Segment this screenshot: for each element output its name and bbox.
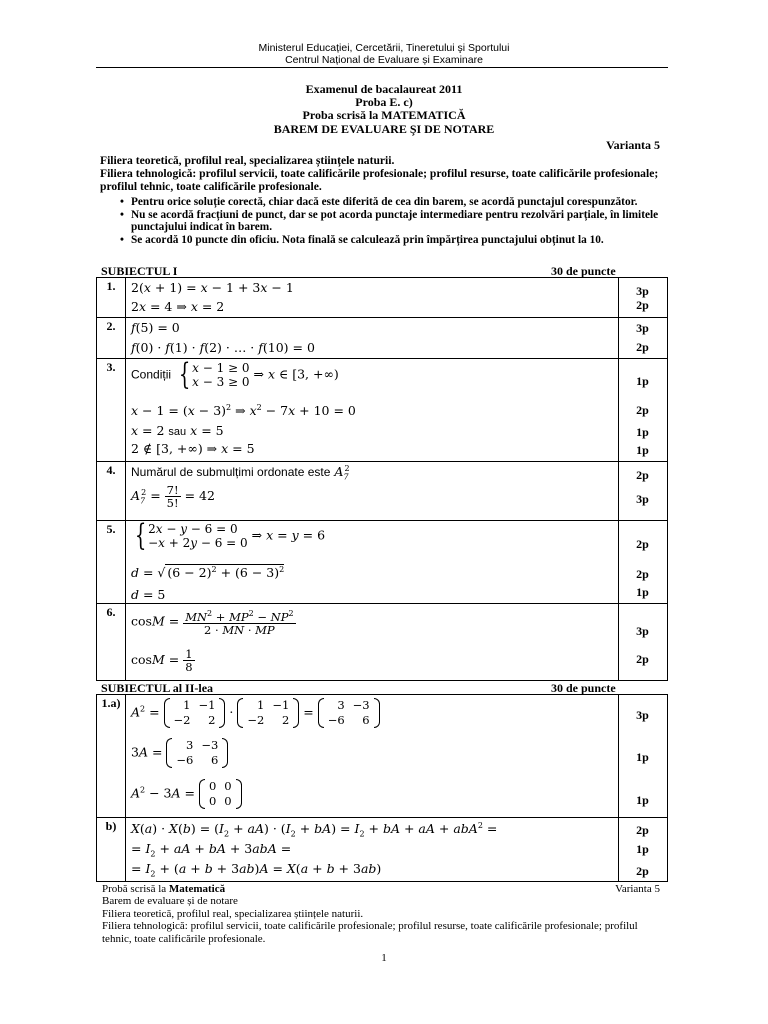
filiere-block — [100, 154, 660, 193]
math-line: d = √ $(6 - 2)^2 + (6 - 3)^2$ — [131, 565, 285, 581]
math-line: $A_7^2$ = $\frac{7!}{5!}$ = 42 — [131, 483, 215, 510]
exam-barem-title: BAREM DE EVALUARE ŞI DE NOTARE — [273, 122, 495, 136]
item-points: 3p — [636, 284, 649, 298]
item-points: 2p — [636, 468, 649, 482]
page-number: 1 — [381, 952, 387, 964]
header-divider — [96, 67, 668, 68]
item-points: 1p — [636, 425, 649, 439]
matrix: 1 −1 −2 2 — [237, 698, 299, 728]
math-line: 3A = 3 −3 −6 6 — [131, 738, 228, 768]
footer-subject: Matematică — [168, 883, 226, 895]
item-points: 2p — [636, 537, 649, 551]
item-number: 6. — [106, 605, 116, 619]
item-number: 1.a) — [101, 696, 121, 710]
footer-line: Filiera teoretică, profilul real, specializarea științele naturii. — [102, 907, 364, 920]
item-number: b) — [105, 819, 117, 833]
math-line: x = 2 sau x = 5 — [131, 423, 224, 438]
table-row — [97, 520, 667, 603]
system: x − 1 ≥ 0 x − 3 ≥ 0 — [192, 361, 250, 389]
item-points: 1p — [636, 793, 649, 807]
item-number: 4. — [106, 463, 116, 477]
matrix: 0 0 0 0 — [199, 779, 242, 809]
item-points: 2p — [636, 652, 649, 666]
math-line: f(0) · f(1) · f(2) · … · f(10) = 0 — [131, 340, 315, 355]
subiect2-table — [96, 694, 668, 882]
item-points: 2p — [636, 298, 649, 312]
footer-variant: Varianta 5 — [615, 883, 660, 895]
fraction: $\frac{MN^2 + MP^2 - NP^2}{2 \cdot MN \cdot MP}$ — [185, 609, 294, 637]
math-line: 2 ∉ [3, +∞) ⇒ x = 5 — [131, 441, 255, 456]
matrix: 1 −1 −2 2 — [164, 698, 226, 728]
item-points: 2p — [636, 340, 649, 354]
note-item: • Nu se acordă fracțiuni de punct, dar se pot acorda punctaje intermediare pentru rezolvări parțiale, în limitele punctajului indicat în barem. — [122, 209, 662, 234]
item-number: 2. — [106, 319, 116, 333]
footer-prefix: Probă scrisă la — [102, 883, 169, 895]
table-row — [97, 603, 667, 682]
item-points: 2p — [636, 567, 649, 581]
system: 2x − y − 6 = 0 −x + 2y − 6 = 0 — [148, 522, 248, 550]
subiect1-table — [96, 277, 668, 681]
fraction: $\frac{1}{8}$ — [185, 647, 193, 674]
table-row — [97, 461, 667, 520]
item-points: 1p — [636, 443, 649, 457]
page-footer — [102, 883, 668, 945]
item-points: 3p — [636, 321, 649, 335]
table-row — [97, 317, 667, 358]
item-points: 3p — [636, 624, 649, 638]
exam-subject: Proba scrisă la MATEMATICĂ — [302, 108, 466, 122]
submultimi-text: Numărul de submulțimi ordonate este — [131, 465, 331, 480]
table-row — [97, 695, 667, 817]
exam-proba: Proba E. c) — [355, 95, 413, 109]
item-number: 5. — [106, 522, 116, 536]
footer-line: Filiera tehnologică: profilul servicii, toate calificările profesionale; profilul resurse, toate calificările profesionale; profilul tehnic, toate calificările profesionale. — [102, 920, 638, 945]
table-row — [97, 358, 667, 461]
math-line: = $I_2$ + aA + bA + 3abA = — [131, 841, 292, 859]
item-points: 1p — [636, 374, 649, 388]
math-line: f(5) = 0 — [131, 320, 180, 335]
sau-word: sau — [168, 426, 187, 438]
brace: { — [178, 357, 191, 392]
item-points: 1p — [636, 585, 649, 599]
item-points: 3p — [636, 708, 649, 722]
table-row — [97, 817, 667, 881]
math-line: = $I_2 + (a + b + 3ab)A = X(a + b + 3ab)$ — [131, 861, 382, 879]
table-row — [97, 278, 667, 317]
fraction: $\frac{7!}{5!}$ — [166, 483, 179, 510]
math-line: Numărul de submulțimi ordonate este $A_7^2$ — [131, 464, 350, 482]
footer-line: Barem de evaluare și de notare — [102, 895, 238, 908]
matrix: 3 −3 −6 6 — [166, 738, 228, 768]
note-item: • Se acordă 10 puncte din oficiu. Nota finală se calculează prin împărțirea punctajului obținut la 10. — [122, 234, 662, 247]
subiect1-points: 30 de puncte — [551, 264, 616, 278]
note-item: • Pentru orice soluție corectă, chiar dacă este diferită de cea din barem, se acordă punctajul corespunzător. — [122, 196, 662, 209]
exam-title: Examenul de bacalaureat 2011 — [305, 82, 463, 96]
conditions-label: Condiții — [131, 367, 172, 382]
math-line: $A^2 - 3A$ = 0 0 0 0 — [131, 779, 242, 809]
item-points: 1p — [636, 750, 649, 764]
item-points: 2p — [636, 864, 649, 878]
center-header: Centrul Național de Evaluare și Examinare — [285, 54, 483, 66]
footer-line — [102, 883, 668, 895]
grading-notes — [122, 196, 662, 246]
math-line: $A^2$ = 1 −1 −2 2 · 1 −1 −2 2 = 3 −3 −6 6 — [131, 698, 380, 728]
filiera-tehnologica: Filiera tehnologică: profilul servicii, toate calificările profesionale; profilul resurse, toate calificările profesionale; profilul tehnic, toate calificările profesionale. — [100, 167, 659, 193]
subiect2-title: SUBIECTUL al II-lea — [101, 681, 214, 695]
item-points: 2p — [636, 823, 649, 837]
matrix: 3 −3 −6 6 — [318, 698, 380, 728]
math-line: $X(a) \cdot X(b) = (I_2 + aA) \cdot (I_2 + bA) = I_2$ + bA + aA + abA$^2$ = — [131, 821, 498, 839]
item-number: 1. — [106, 279, 116, 293]
subiect2-points: 30 de puncte — [551, 681, 616, 695]
variant-label: Varianta 5 — [606, 138, 660, 152]
math-line: { 2x − y − 6 = 0 −x + 2y − 6 = 0 ⇒ x = y = 6 — [134, 518, 326, 553]
brace: { — [134, 518, 147, 553]
math-line: $x - 1 = (x - 3)^2$ ⇒ $x^2 - 7x + 10 = 0$ — [131, 403, 356, 419]
subiect1-title: SUBIECTUL I — [101, 264, 178, 278]
math-line: cosM = $\frac{MN^2 + MP^2 - NP^2}{2 \cdot MN \cdot MP}$ — [131, 609, 294, 637]
math-line: 2(x + 1) = x − 1 + 3x − 1 — [131, 280, 294, 295]
item-points: 1p — [636, 842, 649, 856]
filiera-teoretica: Filiera teoretică, profilul real, specializarea științele naturii. — [100, 154, 395, 167]
math-line: d = 5 — [131, 587, 166, 602]
item-number: 3. — [106, 360, 116, 374]
ministry-header: Ministerul Educației, Cercetării, Tineretului şi Sportului — [258, 42, 510, 54]
math-line: Condiții { x − 1 ≥ 0 x − 3 ≥ 0 ⇒ x ∈ [3, +∞) — [131, 357, 339, 392]
item-points: 2p — [636, 403, 649, 417]
math-line: cosM = $\frac{1}{8}$ — [131, 647, 193, 674]
math-line: 2x = 4 ⇒ x = 2 — [131, 299, 225, 314]
item-points: 3p — [636, 492, 649, 506]
